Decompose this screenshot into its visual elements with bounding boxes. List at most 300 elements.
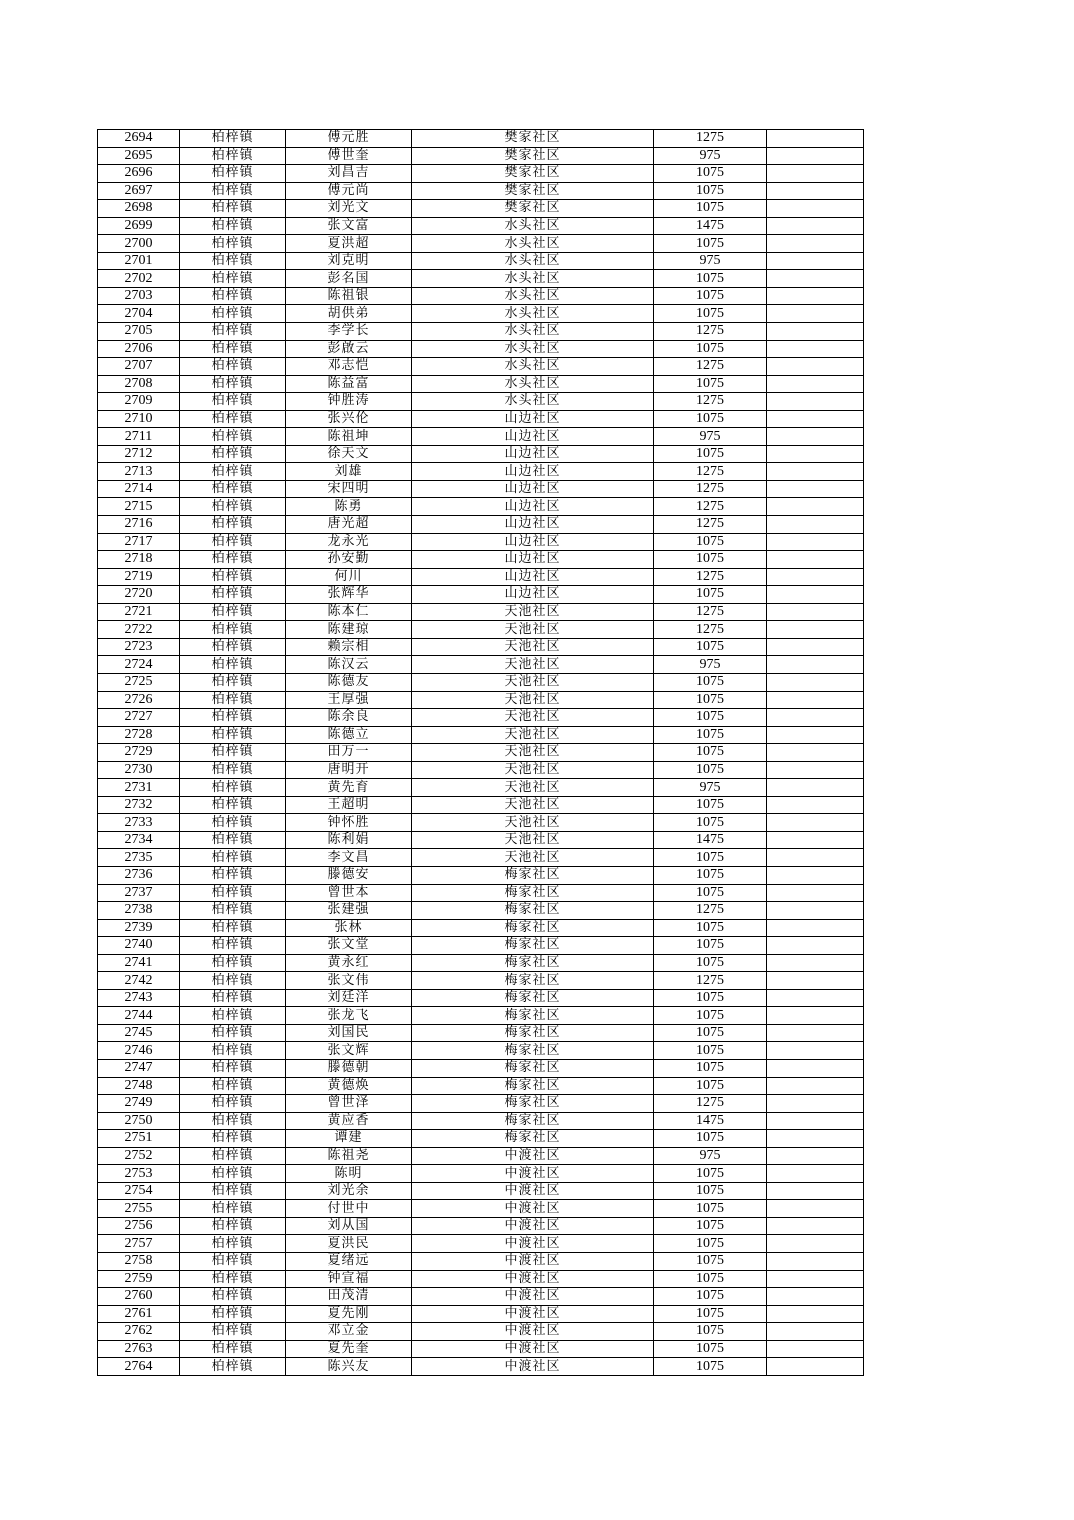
community-cell: 中渡社区 xyxy=(412,1165,654,1183)
note-cell xyxy=(767,1130,864,1148)
table-row xyxy=(98,358,864,376)
note-cell xyxy=(767,428,864,446)
table-row xyxy=(98,1217,864,1235)
row-number-cell: 2726 xyxy=(98,691,180,709)
town-cell: 柏梓镇 xyxy=(180,130,286,148)
note-cell xyxy=(767,516,864,534)
table-row xyxy=(98,726,864,744)
note-cell xyxy=(767,673,864,691)
note-cell xyxy=(767,463,864,481)
row-number-cell: 2742 xyxy=(98,972,180,990)
note-cell xyxy=(767,1235,864,1253)
community-cell: 山边社区 xyxy=(412,586,654,604)
community-cell: 中渡社区 xyxy=(412,1235,654,1253)
table-row xyxy=(98,691,864,709)
row-number-cell: 2709 xyxy=(98,393,180,411)
town-cell: 柏梓镇 xyxy=(180,1182,286,1200)
community-cell: 梅家社区 xyxy=(412,989,654,1007)
amount-cell: 975 xyxy=(654,1147,767,1165)
amount-cell: 1075 xyxy=(654,673,767,691)
person-name-cell: 傅元尚 xyxy=(286,182,412,200)
table-row xyxy=(98,1182,864,1200)
amount-cell: 1075 xyxy=(654,551,767,569)
row-number-cell: 2743 xyxy=(98,989,180,1007)
town-cell: 柏梓镇 xyxy=(180,200,286,218)
table-row xyxy=(98,744,864,762)
row-number-cell: 2755 xyxy=(98,1200,180,1218)
row-number-cell: 2745 xyxy=(98,1024,180,1042)
note-cell xyxy=(767,779,864,797)
row-number-cell: 2695 xyxy=(98,147,180,165)
community-cell: 水头社区 xyxy=(412,393,654,411)
row-number-cell: 2737 xyxy=(98,884,180,902)
table-row xyxy=(98,340,864,358)
note-cell xyxy=(767,217,864,235)
person-name-cell: 付世中 xyxy=(286,1200,412,1218)
table-row xyxy=(98,1253,864,1271)
table-row xyxy=(98,937,864,955)
amount-cell: 1075 xyxy=(654,937,767,955)
community-cell: 天池社区 xyxy=(412,849,654,867)
amount-cell: 1275 xyxy=(654,568,767,586)
town-cell: 柏梓镇 xyxy=(180,586,286,604)
amount-cell: 1275 xyxy=(654,603,767,621)
note-cell xyxy=(767,1253,864,1271)
table-row xyxy=(98,849,864,867)
row-number-cell: 2760 xyxy=(98,1288,180,1306)
table-row xyxy=(98,130,864,148)
person-name-cell: 陈利娟 xyxy=(286,831,412,849)
town-cell: 柏梓镇 xyxy=(180,1042,286,1060)
amount-cell: 1075 xyxy=(654,235,767,253)
town-cell: 柏梓镇 xyxy=(180,849,286,867)
person-name-cell: 陈余良 xyxy=(286,709,412,727)
person-name-cell: 陈明 xyxy=(286,1165,412,1183)
note-cell xyxy=(767,1305,864,1323)
person-name-cell: 夏洪民 xyxy=(286,1235,412,1253)
note-cell xyxy=(767,551,864,569)
community-cell: 山边社区 xyxy=(412,498,654,516)
amount-cell: 1275 xyxy=(654,358,767,376)
community-cell: 水头社区 xyxy=(412,270,654,288)
row-number-cell: 2741 xyxy=(98,954,180,972)
town-cell: 柏梓镇 xyxy=(180,217,286,235)
person-name-cell: 刘国民 xyxy=(286,1024,412,1042)
town-cell: 柏梓镇 xyxy=(180,1165,286,1183)
town-cell: 柏梓镇 xyxy=(180,972,286,990)
note-cell xyxy=(767,954,864,972)
amount-cell: 1275 xyxy=(654,393,767,411)
note-cell xyxy=(767,393,864,411)
note-cell xyxy=(767,603,864,621)
table-row xyxy=(98,972,864,990)
person-name-cell: 刘光文 xyxy=(286,200,412,218)
town-cell: 柏梓镇 xyxy=(180,691,286,709)
person-name-cell: 陈汉云 xyxy=(286,656,412,674)
table-row xyxy=(98,621,864,639)
town-cell: 柏梓镇 xyxy=(180,340,286,358)
row-number-cell: 2720 xyxy=(98,586,180,604)
table-row xyxy=(98,1340,864,1358)
town-cell: 柏梓镇 xyxy=(180,533,286,551)
table-row xyxy=(98,235,864,253)
row-number-cell: 2752 xyxy=(98,1147,180,1165)
row-number-cell: 2710 xyxy=(98,410,180,428)
town-cell: 柏梓镇 xyxy=(180,1253,286,1271)
town-cell: 柏梓镇 xyxy=(180,323,286,341)
data-table xyxy=(97,129,864,1376)
community-cell: 樊家社区 xyxy=(412,165,654,183)
note-cell xyxy=(767,182,864,200)
row-number-cell: 2746 xyxy=(98,1042,180,1060)
person-name-cell: 夏绪远 xyxy=(286,1253,412,1271)
person-name-cell: 谭建 xyxy=(286,1130,412,1148)
amount-cell: 1075 xyxy=(654,445,767,463)
table-row xyxy=(98,1288,864,1306)
person-name-cell: 曾世本 xyxy=(286,884,412,902)
table-row xyxy=(98,375,864,393)
person-name-cell: 李文昌 xyxy=(286,849,412,867)
row-number-cell: 2706 xyxy=(98,340,180,358)
note-cell xyxy=(767,1270,864,1288)
row-number-cell: 2729 xyxy=(98,744,180,762)
row-number-cell: 2696 xyxy=(98,165,180,183)
row-number-cell: 2740 xyxy=(98,937,180,955)
table-row xyxy=(98,165,864,183)
row-number-cell: 2713 xyxy=(98,463,180,481)
person-name-cell: 陈德立 xyxy=(286,726,412,744)
row-number-cell: 2757 xyxy=(98,1235,180,1253)
note-cell xyxy=(767,902,864,920)
town-cell: 柏梓镇 xyxy=(180,1112,286,1130)
amount-cell: 1075 xyxy=(654,1200,767,1218)
person-name-cell: 夏先刚 xyxy=(286,1305,412,1323)
amount-cell: 1475 xyxy=(654,831,767,849)
town-cell: 柏梓镇 xyxy=(180,1147,286,1165)
amount-cell: 1075 xyxy=(654,1288,767,1306)
town-cell: 柏梓镇 xyxy=(180,866,286,884)
amount-cell: 1075 xyxy=(654,305,767,323)
community-cell: 中渡社区 xyxy=(412,1270,654,1288)
town-cell: 柏梓镇 xyxy=(180,445,286,463)
row-number-cell: 2733 xyxy=(98,814,180,832)
row-number-cell: 2697 xyxy=(98,182,180,200)
row-number-cell: 2731 xyxy=(98,779,180,797)
town-cell: 柏梓镇 xyxy=(180,656,286,674)
table-row xyxy=(98,147,864,165)
person-name-cell: 黄先育 xyxy=(286,779,412,797)
community-cell: 天池社区 xyxy=(412,761,654,779)
town-cell: 柏梓镇 xyxy=(180,603,286,621)
community-cell: 山边社区 xyxy=(412,533,654,551)
town-cell: 柏梓镇 xyxy=(180,1305,286,1323)
row-number-cell: 2699 xyxy=(98,217,180,235)
table-row xyxy=(98,866,864,884)
table-row xyxy=(98,182,864,200)
amount-cell: 975 xyxy=(654,428,767,446)
row-number-cell: 2738 xyxy=(98,902,180,920)
person-name-cell: 刘光余 xyxy=(286,1182,412,1200)
community-cell: 山边社区 xyxy=(412,410,654,428)
amount-cell: 975 xyxy=(654,779,767,797)
amount-cell: 1075 xyxy=(654,586,767,604)
table-row xyxy=(98,516,864,534)
person-name-cell: 陈兴友 xyxy=(286,1358,412,1376)
town-cell: 柏梓镇 xyxy=(180,989,286,1007)
town-cell: 柏梓镇 xyxy=(180,621,286,639)
row-number-cell: 2703 xyxy=(98,287,180,305)
person-name-cell: 黄应香 xyxy=(286,1112,412,1130)
town-cell: 柏梓镇 xyxy=(180,814,286,832)
community-cell: 山边社区 xyxy=(412,551,654,569)
person-name-cell: 唐光超 xyxy=(286,516,412,534)
town-cell: 柏梓镇 xyxy=(180,410,286,428)
amount-cell: 1075 xyxy=(654,1130,767,1148)
community-cell: 天池社区 xyxy=(412,656,654,674)
town-cell: 柏梓镇 xyxy=(180,428,286,446)
amount-cell: 1075 xyxy=(654,1024,767,1042)
community-cell: 中渡社区 xyxy=(412,1147,654,1165)
amount-cell: 1075 xyxy=(654,744,767,762)
row-number-cell: 2702 xyxy=(98,270,180,288)
person-name-cell: 宋四明 xyxy=(286,480,412,498)
row-number-cell: 2725 xyxy=(98,673,180,691)
row-number-cell: 2724 xyxy=(98,656,180,674)
note-cell xyxy=(767,1112,864,1130)
table-row xyxy=(98,779,864,797)
town-cell: 柏梓镇 xyxy=(180,147,286,165)
person-name-cell: 张文伟 xyxy=(286,972,412,990)
town-cell: 柏梓镇 xyxy=(180,498,286,516)
note-cell xyxy=(767,1095,864,1113)
row-number-cell: 2763 xyxy=(98,1340,180,1358)
note-cell xyxy=(767,866,864,884)
amount-cell: 1075 xyxy=(654,866,767,884)
amount-cell: 1075 xyxy=(654,989,767,1007)
note-cell xyxy=(767,709,864,727)
note-cell xyxy=(767,1077,864,1095)
community-cell: 天池社区 xyxy=(412,638,654,656)
note-cell xyxy=(767,586,864,604)
note-cell xyxy=(767,919,864,937)
table-row xyxy=(98,1095,864,1113)
note-cell xyxy=(767,323,864,341)
table-row xyxy=(98,1024,864,1042)
note-cell xyxy=(767,761,864,779)
person-name-cell: 何川 xyxy=(286,568,412,586)
note-cell xyxy=(767,1340,864,1358)
community-cell: 梅家社区 xyxy=(412,1112,654,1130)
person-name-cell: 张辉华 xyxy=(286,586,412,604)
town-cell: 柏梓镇 xyxy=(180,1024,286,1042)
person-name-cell: 曾世泽 xyxy=(286,1095,412,1113)
row-number-cell: 2748 xyxy=(98,1077,180,1095)
row-number-cell: 2714 xyxy=(98,480,180,498)
row-number-cell: 2734 xyxy=(98,831,180,849)
note-cell xyxy=(767,270,864,288)
table-row xyxy=(98,814,864,832)
note-cell xyxy=(767,621,864,639)
town-cell: 柏梓镇 xyxy=(180,884,286,902)
note-cell xyxy=(767,1358,864,1376)
community-cell: 梅家社区 xyxy=(412,919,654,937)
amount-cell: 1275 xyxy=(654,480,767,498)
table-row xyxy=(98,480,864,498)
row-number-cell: 2735 xyxy=(98,849,180,867)
note-cell xyxy=(767,252,864,270)
person-name-cell: 黄永红 xyxy=(286,954,412,972)
community-cell: 中渡社区 xyxy=(412,1253,654,1271)
note-cell xyxy=(767,1007,864,1025)
town-cell: 柏梓镇 xyxy=(180,305,286,323)
table-row xyxy=(98,831,864,849)
row-number-cell: 2759 xyxy=(98,1270,180,1288)
community-cell: 山边社区 xyxy=(412,516,654,534)
table-row xyxy=(98,1165,864,1183)
town-cell: 柏梓镇 xyxy=(180,902,286,920)
table-row xyxy=(98,270,864,288)
note-cell xyxy=(767,1042,864,1060)
town-cell: 柏梓镇 xyxy=(180,480,286,498)
person-name-cell: 刘克明 xyxy=(286,252,412,270)
amount-cell: 1075 xyxy=(654,1323,767,1341)
community-cell: 水头社区 xyxy=(412,305,654,323)
person-name-cell: 刘从国 xyxy=(286,1217,412,1235)
note-cell xyxy=(767,831,864,849)
note-cell xyxy=(767,989,864,1007)
note-cell xyxy=(767,235,864,253)
note-cell xyxy=(767,656,864,674)
amount-cell: 1075 xyxy=(654,533,767,551)
table-row xyxy=(98,1323,864,1341)
amount-cell: 975 xyxy=(654,147,767,165)
table-row xyxy=(98,1042,864,1060)
town-cell: 柏梓镇 xyxy=(180,726,286,744)
person-name-cell: 唐明开 xyxy=(286,761,412,779)
town-cell: 柏梓镇 xyxy=(180,744,286,762)
community-cell: 水头社区 xyxy=(412,287,654,305)
row-number-cell: 2721 xyxy=(98,603,180,621)
note-cell xyxy=(767,375,864,393)
community-cell: 梅家社区 xyxy=(412,1059,654,1077)
table-row xyxy=(98,551,864,569)
table-row xyxy=(98,673,864,691)
community-cell: 天池社区 xyxy=(412,691,654,709)
town-cell: 柏梓镇 xyxy=(180,673,286,691)
town-cell: 柏梓镇 xyxy=(180,919,286,937)
community-cell: 天池社区 xyxy=(412,814,654,832)
note-cell xyxy=(767,937,864,955)
person-name-cell: 滕德朝 xyxy=(286,1059,412,1077)
table-row xyxy=(98,884,864,902)
note-cell xyxy=(767,165,864,183)
note-cell xyxy=(767,1182,864,1200)
note-cell xyxy=(767,130,864,148)
community-cell: 中渡社区 xyxy=(412,1200,654,1218)
row-number-cell: 2712 xyxy=(98,445,180,463)
table-row xyxy=(98,1059,864,1077)
amount-cell: 1075 xyxy=(654,287,767,305)
community-cell: 中渡社区 xyxy=(412,1358,654,1376)
community-cell: 水头社区 xyxy=(412,375,654,393)
table-row xyxy=(98,305,864,323)
town-cell: 柏梓镇 xyxy=(180,182,286,200)
person-name-cell: 王超明 xyxy=(286,796,412,814)
community-cell: 天池社区 xyxy=(412,603,654,621)
table-row xyxy=(98,638,864,656)
amount-cell: 1275 xyxy=(654,516,767,534)
note-cell xyxy=(767,568,864,586)
table-row xyxy=(98,200,864,218)
community-cell: 中渡社区 xyxy=(412,1288,654,1306)
amount-cell: 1075 xyxy=(654,954,767,972)
community-cell: 山边社区 xyxy=(412,480,654,498)
community-cell: 水头社区 xyxy=(412,340,654,358)
row-number-cell: 2750 xyxy=(98,1112,180,1130)
amount-cell: 1275 xyxy=(654,621,767,639)
town-cell: 柏梓镇 xyxy=(180,638,286,656)
community-cell: 水头社区 xyxy=(412,358,654,376)
person-name-cell: 田茂清 xyxy=(286,1288,412,1306)
town-cell: 柏梓镇 xyxy=(180,709,286,727)
row-number-cell: 2758 xyxy=(98,1253,180,1271)
note-cell xyxy=(767,638,864,656)
table-row xyxy=(98,1270,864,1288)
amount-cell: 1075 xyxy=(654,200,767,218)
town-cell: 柏梓镇 xyxy=(180,375,286,393)
amount-cell: 1075 xyxy=(654,340,767,358)
community-cell: 樊家社区 xyxy=(412,182,654,200)
town-cell: 柏梓镇 xyxy=(180,1095,286,1113)
note-cell xyxy=(767,287,864,305)
town-cell: 柏梓镇 xyxy=(180,937,286,955)
town-cell: 柏梓镇 xyxy=(180,1323,286,1341)
town-cell: 柏梓镇 xyxy=(180,761,286,779)
note-cell xyxy=(767,533,864,551)
amount-cell: 1275 xyxy=(654,323,767,341)
town-cell: 柏梓镇 xyxy=(180,516,286,534)
table-row xyxy=(98,1358,864,1376)
note-cell xyxy=(767,691,864,709)
person-name-cell: 张龙飞 xyxy=(286,1007,412,1025)
person-name-cell: 刘雄 xyxy=(286,463,412,481)
amount-cell: 1075 xyxy=(654,1042,767,1060)
amount-cell: 1075 xyxy=(654,919,767,937)
row-number-cell: 2727 xyxy=(98,709,180,727)
amount-cell: 1275 xyxy=(654,1095,767,1113)
amount-cell: 1075 xyxy=(654,1007,767,1025)
table-body xyxy=(98,130,864,1376)
row-number-cell: 2718 xyxy=(98,551,180,569)
table-row xyxy=(98,902,864,920)
note-cell xyxy=(767,884,864,902)
community-cell: 梅家社区 xyxy=(412,884,654,902)
note-cell xyxy=(767,498,864,516)
amount-cell: 1075 xyxy=(654,1253,767,1271)
town-cell: 柏梓镇 xyxy=(180,1059,286,1077)
amount-cell: 1075 xyxy=(654,1270,767,1288)
row-number-cell: 2761 xyxy=(98,1305,180,1323)
note-cell xyxy=(767,796,864,814)
community-cell: 山边社区 xyxy=(412,463,654,481)
table-row xyxy=(98,1147,864,1165)
row-number-cell: 2717 xyxy=(98,533,180,551)
table-row xyxy=(98,796,864,814)
table-row xyxy=(98,568,864,586)
amount-cell: 1075 xyxy=(654,182,767,200)
community-cell: 樊家社区 xyxy=(412,130,654,148)
note-cell xyxy=(767,972,864,990)
